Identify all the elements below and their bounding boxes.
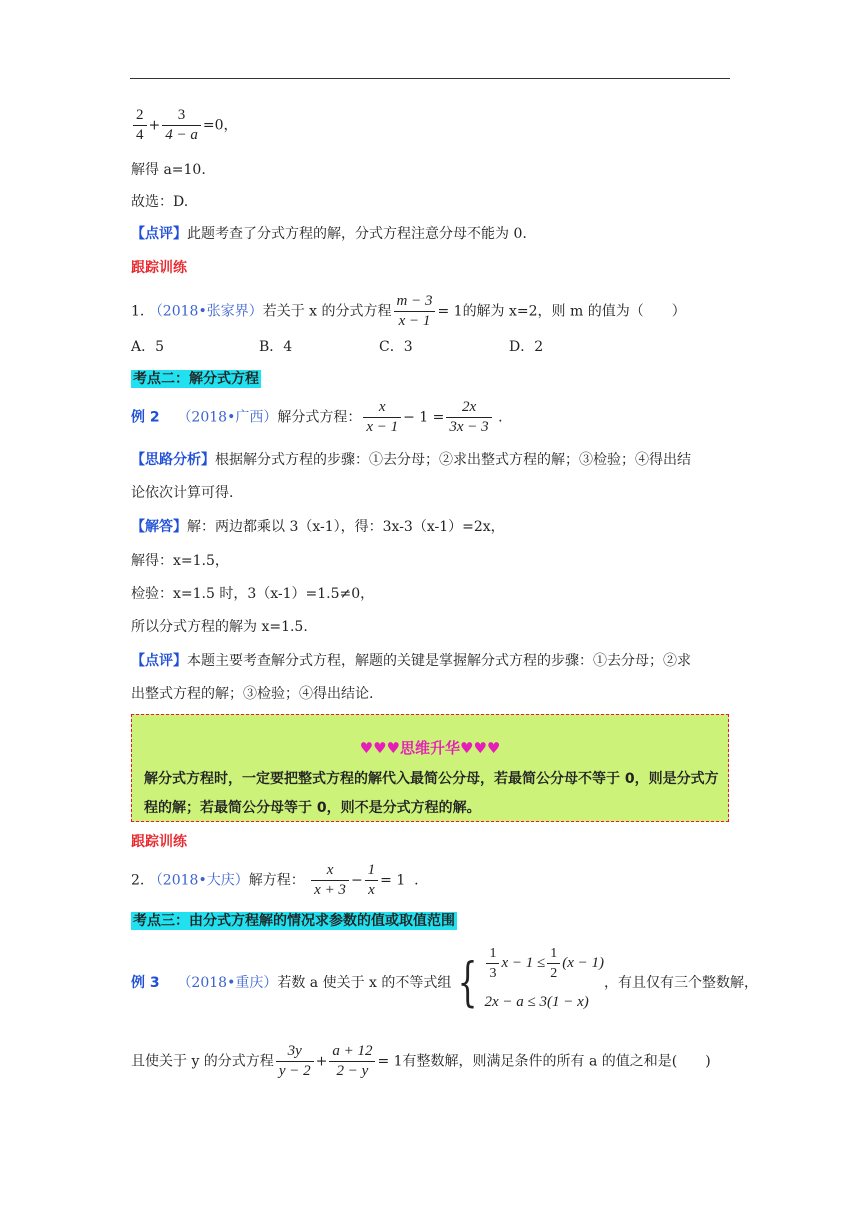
text-line: 所以分式方程的解为 x=1.5.	[131, 619, 308, 635]
section-heading: 跟踪训练	[131, 834, 187, 850]
text-line: 解得：x=1.5，	[131, 553, 229, 569]
fraction: $\frac{1}{x}$	[365, 861, 379, 900]
option: C．3	[379, 339, 413, 355]
fraction: $\frac{2x}{3x - 3}$	[446, 398, 491, 437]
fraction: $\frac{m - 3}{x - 1}$	[394, 292, 436, 331]
example-line: 例 2 （2018•广西）解分式方程： $\frac{x}{x - 1}$ − 1 = $\frac{2x}{3x - 3}$ .	[131, 399, 503, 435]
inequality-system: $\frac{1}{3}$ x − 1 ≤ $\frac{1}{2}$ (x − 1) 2x − a ≤ 3(1 − x)	[484, 946, 605, 1011]
analysis-line: 【思路分析】根据解分式方程的步骤：①去分母；②求出整式方程的解；③检验；④得出结	[131, 452, 691, 468]
text-line: 解得 a=10.	[131, 162, 206, 178]
fraction: $\frac{1}{2}$	[547, 944, 560, 983]
text-line: 检验：x=1.5 时，3（x-1）=1.5≠0，	[131, 586, 375, 602]
fraction: $\frac{a + 12}{2 - y}$	[329, 1042, 375, 1081]
option: D．2	[509, 339, 544, 355]
answer-line: 【解答】解：两边都乘以 3（x-1），得：3x-3（x-1）=2x，	[131, 519, 505, 535]
header-rule	[130, 78, 730, 79]
summary-text: 解分式方程时，一定要把整式方程的解代入最简公分母，若最简公分母不等于 0，则是分式方程的解；若最简公分母等于 0，则不是分式方程的解。	[144, 771, 719, 816]
fraction: $\frac{1}{3}$	[486, 944, 499, 983]
fraction: $\frac{3}{4 - a}$	[162, 106, 201, 145]
topic-heading: 考点二：解分式方程	[133, 371, 259, 387]
comment-line: 【点评】本题主要考查解分式方程，解题的关键是掌握解分式方程的步骤：①去分母；②求	[131, 653, 691, 669]
section-heading: 跟踪训练	[131, 260, 187, 276]
brace-icon: {	[457, 952, 478, 1013]
option: B．4	[259, 339, 293, 355]
text-line: 故选：D.	[131, 194, 189, 210]
fraction: $\frac{3y}{y - 2}$	[276, 1042, 314, 1081]
fraction: $\frac{x}{x + 3}$	[311, 861, 349, 900]
text-line: 出整式方程的解；③检验；④得出结论.	[131, 686, 374, 702]
fraction: $\frac{2}{4}$	[133, 106, 147, 145]
summary-title: ♥♥♥思维升华♥♥♥	[359, 739, 501, 757]
topic-heading: 考点三：由分式方程解的情况求参数的值或取值范围	[133, 913, 455, 929]
example-line: 且使关于 y 的分式方程 $\frac{3y}{y - 2}$ + $\frac{a + 12}{2 - y}$ = 1有整数解，则满足条件的所有 a 的值之和是( )	[131, 1043, 711, 1079]
option: A．5	[131, 339, 165, 355]
equation-line: $\frac{2}{4}$ + $\frac{3}{4 - a}$ =0，	[131, 106, 238, 145]
text-line: 论依次计算可得.	[131, 485, 234, 501]
example-line: 例 3 （2018•重庆）若数 a 使关于 x 的不等式组 { $\frac{1}{3}$ x − 1 ≤ $\frac{1}{2}$ (x − 1) 2x − a ≤ 3(1 − x) ，有且仅有三个整数解，	[131, 944, 758, 1021]
question-line: 1. （2018•张家界）若关于 x 的分式方程 $\frac{m - 3}{x - 1}$ = 1的解为 x=2，则 m 的值为（ ）	[131, 293, 686, 329]
question-line: 2. （2018•大庆）解方程： $\frac{x}{x + 3}$ − $\frac{1}{x}$ = 1 .	[131, 862, 419, 898]
fraction: $\frac{x}{x - 1}$	[363, 398, 401, 437]
summary-box	[131, 714, 729, 822]
comment-line: 【点评】此题考查了分式方程的解，分式方程注意分母不能为 0.	[131, 226, 527, 242]
